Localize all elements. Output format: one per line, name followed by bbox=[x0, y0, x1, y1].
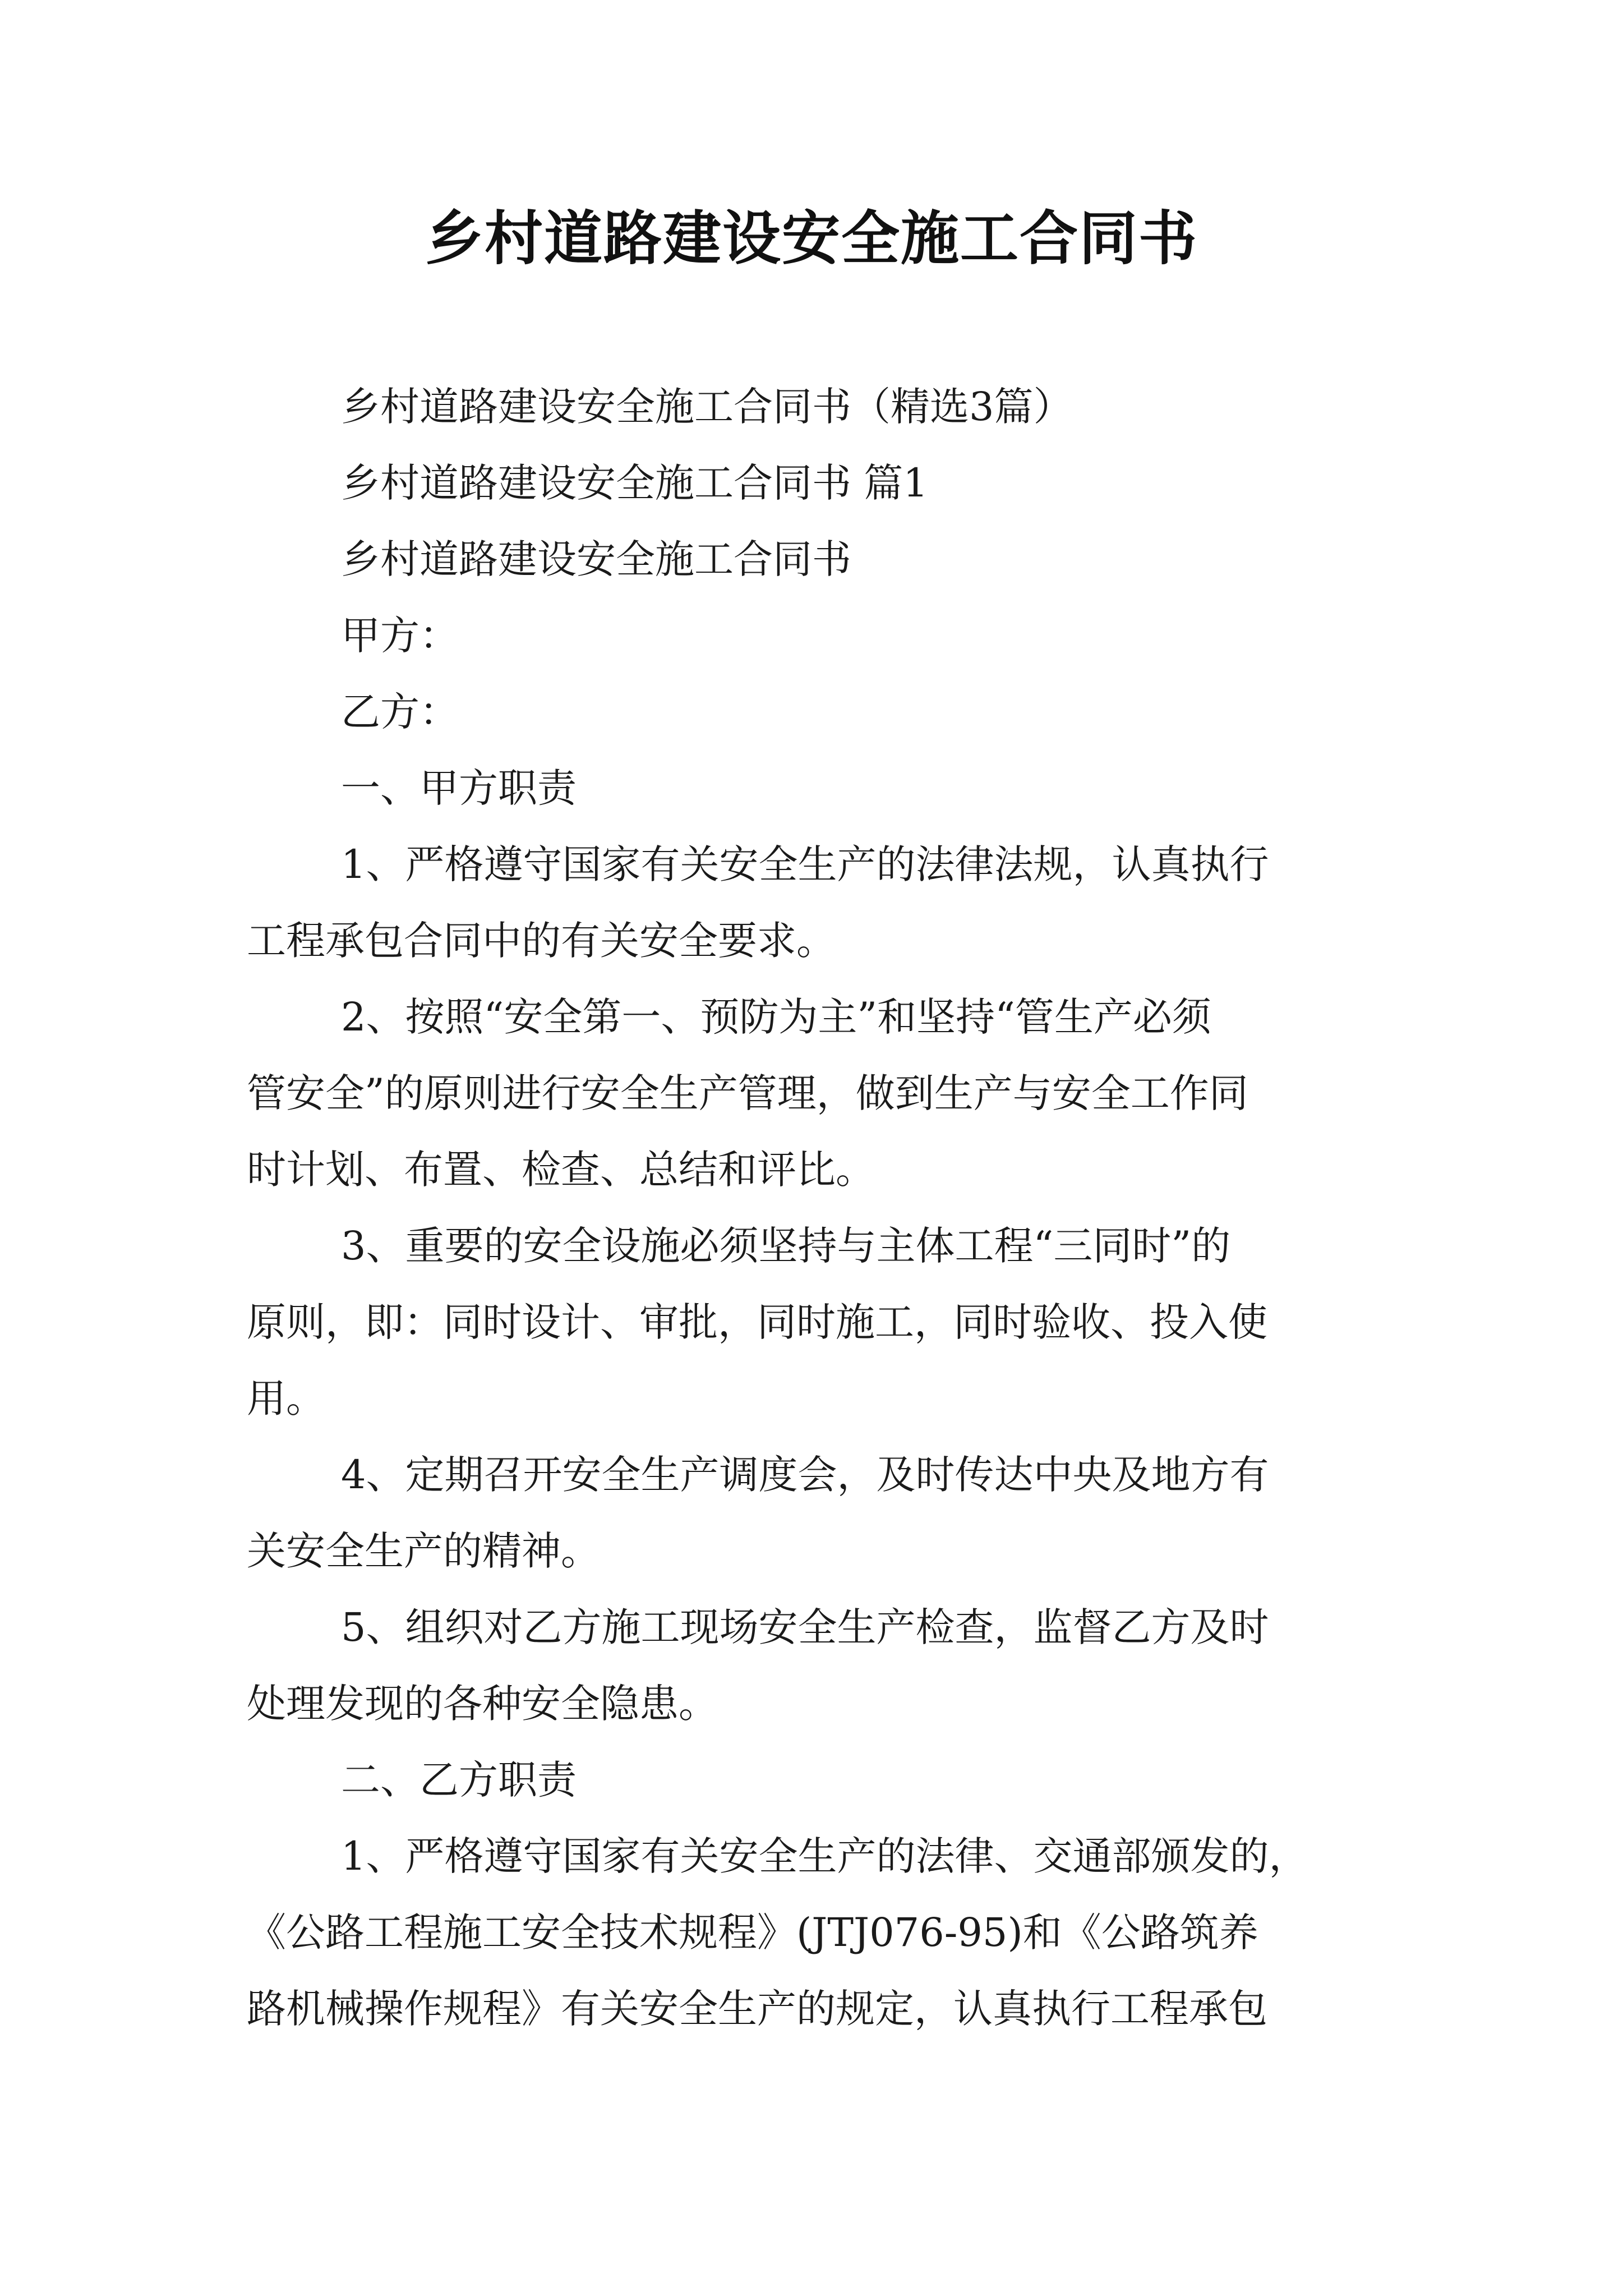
paragraph-line: 1、严格遵守国家有关安全生产的法律、交通部颁发的， bbox=[341, 1833, 1308, 1879]
party-a-duties-heading: 一、甲方职责 bbox=[341, 765, 577, 811]
party-b-label: 乙方： bbox=[341, 689, 459, 735]
paragraph-line: 4、定期召开安全生产调度会，及时传达中央及地方有 bbox=[341, 1452, 1269, 1498]
party-b-duties-heading: 二、乙方职责 bbox=[341, 1757, 577, 1803]
paragraph-line: 2、按照“安全第一、预防为主”和坚持“管生产必须 bbox=[341, 994, 1211, 1040]
document-title: 乡村道路建设安全施工合同书 bbox=[425, 204, 1198, 273]
paragraph-line: 路机械操作规程》有关安全生产的规定，认真执行工程承包 bbox=[247, 1986, 1267, 2032]
party-a-label: 甲方： bbox=[341, 613, 459, 659]
paragraph-line: 用。 bbox=[247, 1375, 325, 1421]
paragraph-line: 管安全”的原则进行安全生产管理，做到生产与安全工作同 bbox=[247, 1070, 1248, 1116]
doc-contract-name: 乡村道路建设安全施工合同书 bbox=[341, 536, 851, 582]
paragraph-line: 关安全生产的精神。 bbox=[247, 1528, 600, 1574]
paragraph-line: 1、严格遵守国家有关安全生产的法律法规，认真执行 bbox=[341, 841, 1269, 887]
doc-section-heading: 乡村道路建设安全施工合同书 篇1 bbox=[341, 460, 928, 506]
doc-subtitle: 乡村道路建设安全施工合同书（精选3篇） bbox=[341, 384, 1073, 430]
paragraph-line: 原则，即：同时设计、审批，同时施工，同时验收、投入使 bbox=[247, 1299, 1267, 1345]
paragraph-line: 5、组织对乙方施工现场安全生产检查，监督乙方及时 bbox=[341, 1604, 1269, 1650]
paragraph-line: 工程承包合同中的有关安全要求。 bbox=[247, 918, 836, 964]
paragraph-line: 3、重要的安全设施必须坚持与主体工程“三同时”的 bbox=[341, 1223, 1231, 1269]
paragraph-line: 处理发现的各种安全隐患。 bbox=[247, 1681, 718, 1727]
paragraph-line: 《公路工程施工安全技术规程》(JTJ076-95)和《公路筑养 bbox=[247, 1910, 1258, 1955]
paragraph-line: 时计划、布置、检查、总结和评比。 bbox=[247, 1147, 875, 1193]
